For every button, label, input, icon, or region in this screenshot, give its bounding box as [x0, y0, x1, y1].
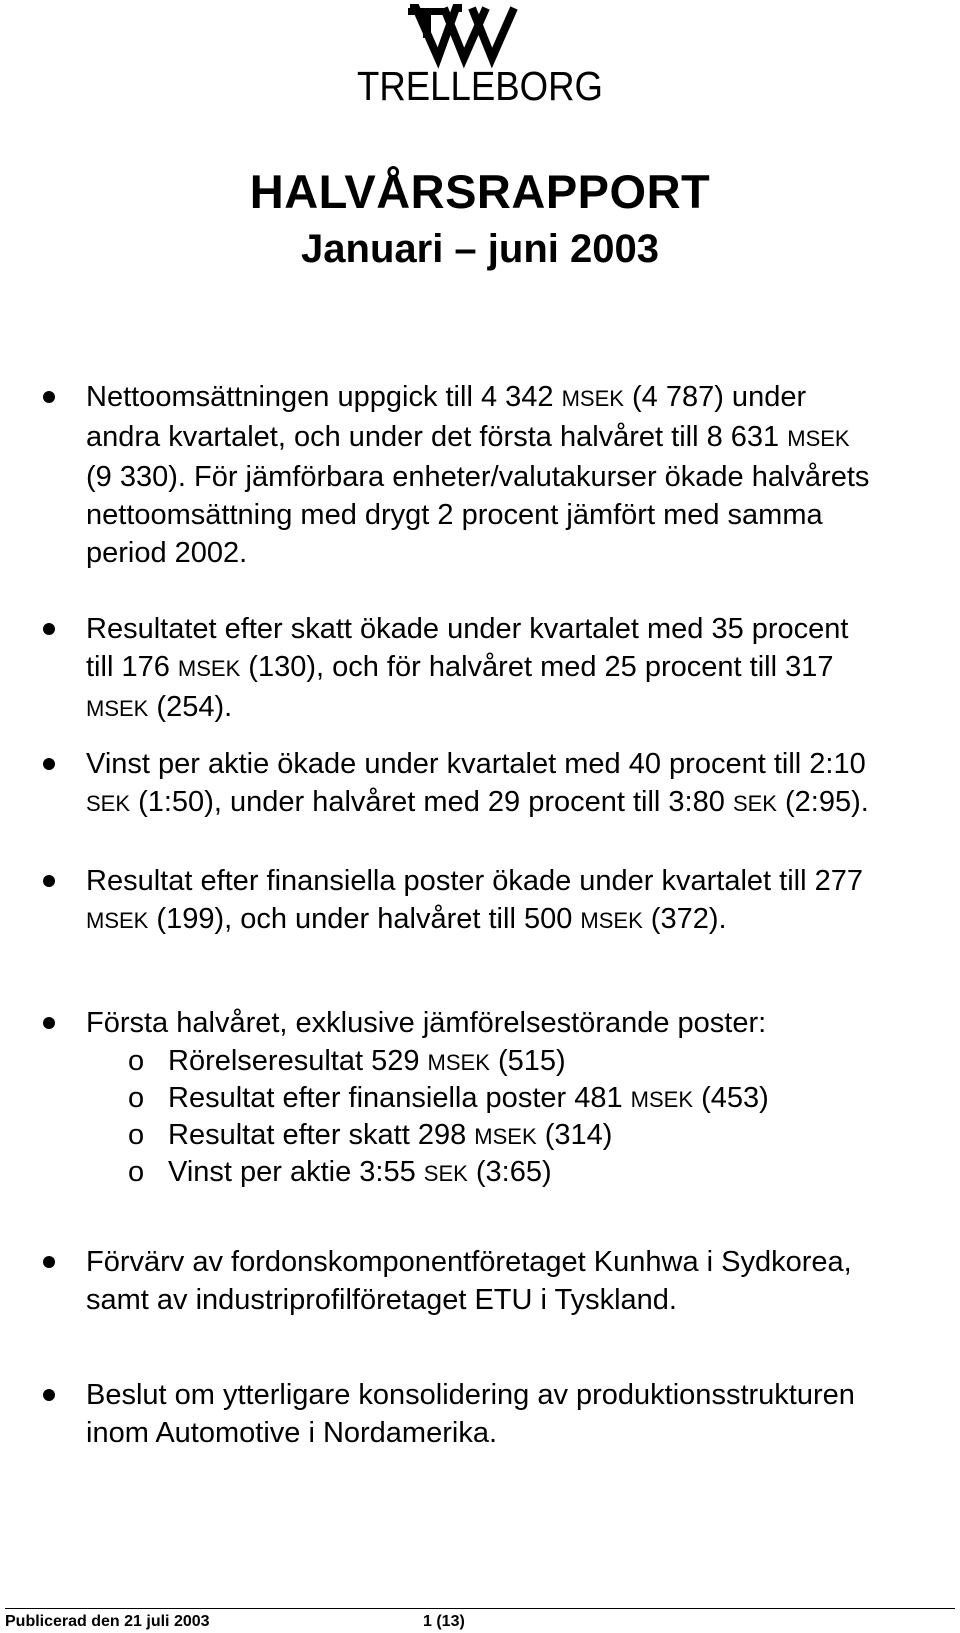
text-run: Vinst per aktie ökade under kvartalet med 40 procent till 2:10: [86, 748, 866, 780]
text-line: [86, 648, 936, 688]
text-run: Första halvåret, exklusive jämförelsestörande poster:: [86, 1007, 767, 1039]
text-line: [86, 783, 936, 823]
text-line: [86, 496, 936, 534]
bullet-dot-icon: [43, 1389, 55, 1401]
text-line: [86, 378, 936, 418]
currency-unit: MSEK: [630, 1087, 694, 1112]
bullet-text: [86, 1004, 936, 1042]
bullet-text: [86, 745, 936, 823]
text-line: [86, 534, 936, 572]
text-run: (1:50), under halvåret med 29 procent till 3:80: [130, 786, 733, 818]
text-run: (2:95).: [776, 786, 869, 818]
text-line: [86, 862, 936, 900]
text-run: andra kvartalet, och under det första halvåret till 8 631: [86, 421, 788, 453]
text-run: Förvärv av fordonskomponentföretaget Kunhwa i Sydkorea,: [86, 1246, 852, 1278]
text-run: Resultat efter finansiella poster ökade under kvartalet till 277: [86, 865, 863, 897]
circle-marker-icon: o: [128, 1156, 145, 1188]
text-line: [86, 1243, 936, 1281]
report-title: HALVÅRSRAPPORT: [249, 165, 711, 218]
text-run: (314): [536, 1119, 613, 1151]
text-run: (372).: [642, 903, 727, 935]
currency-unit: SEK: [423, 1161, 468, 1186]
sub-bullet-text: [168, 1153, 552, 1193]
currency-unit: MSEK: [561, 386, 624, 411]
sub-bullet-text: [168, 1116, 612, 1156]
svg-text:TRELLEBORG: TRELLEBORG: [357, 63, 603, 106]
text-run: (515): [489, 1045, 566, 1077]
text-run: Resultatet efter skatt ökade under kvartalet med 35 procent: [86, 613, 849, 645]
currency-unit: SEK: [86, 791, 131, 816]
currency-unit: MSEK: [86, 696, 149, 721]
text-run: till 176: [86, 651, 178, 683]
circle-marker-icon: o: [128, 1082, 145, 1114]
text-run: Nettoomsättningen uppgick till 4 342: [86, 381, 562, 413]
bullet-dot-icon: [43, 758, 55, 770]
bullet-text: [86, 1243, 936, 1319]
text-line: [86, 900, 936, 940]
bullet-text: [86, 862, 936, 940]
text-run: (199), och under halvåret till 500: [148, 903, 581, 935]
currency-unit: MSEK: [580, 908, 643, 933]
text-run: Vinst per aktie 3:55: [168, 1156, 424, 1188]
text-line: [86, 688, 936, 728]
text-run: (3:65): [467, 1156, 552, 1188]
bullet-dot-icon: [43, 623, 55, 635]
footer-divider: [5, 1608, 955, 1609]
text-run: Beslut om ytterligare konsolidering av produktionsstrukturen: [86, 1379, 855, 1411]
report-period: Januari – juni 2003: [301, 227, 659, 271]
text-line: [86, 1004, 936, 1042]
text-run: (453): [693, 1082, 769, 1114]
currency-unit: MSEK: [86, 908, 149, 933]
bullet-text: [86, 378, 936, 572]
text-run: samt av industriprofilföretaget ETU i Tyskland.: [86, 1284, 677, 1316]
currency-unit: MSEK: [474, 1124, 537, 1149]
text-line: [86, 1376, 936, 1414]
text-run: nettoomsättning med drygt 2 procent jämfört med samma: [86, 499, 823, 531]
bullet-dot-icon: [43, 391, 55, 403]
text-run: (4 787) under: [623, 381, 807, 413]
currency-unit: MSEK: [427, 1050, 490, 1075]
sub-bullet-text: [168, 1042, 566, 1082]
publication-date: Publicerad den 21 juli 2003: [5, 1613, 210, 1630]
text-run: Resultat efter skatt 298: [168, 1119, 475, 1151]
bullet-text: [86, 1376, 936, 1452]
page-footer: [5, 1608, 955, 1630]
text-run: Rörelseresultat 529: [168, 1045, 428, 1077]
text-run: inom Automotive i Nordamerika.: [86, 1417, 497, 1449]
text-run: (9 330). För jämförbara enheter/valutakurser ökade halvårets: [86, 461, 870, 493]
text-line: [86, 745, 936, 783]
bullet-text: [86, 610, 936, 728]
currency-unit: SEK: [732, 791, 777, 816]
text-line: [86, 1414, 936, 1452]
text-run: period 2002.: [86, 537, 248, 569]
bullet-dot-icon: [43, 1017, 55, 1029]
currency-unit: MSEK: [787, 426, 850, 451]
text-line: [86, 458, 936, 496]
circle-marker-icon: o: [128, 1119, 145, 1151]
text-line: [86, 610, 936, 648]
bullet-dot-icon: [43, 1256, 55, 1268]
text-run: (130), och för halvåret med 25 procent till 317: [240, 651, 834, 683]
page-number: 1 (13): [423, 1613, 465, 1630]
bullet-dot-icon: [43, 875, 55, 887]
circle-marker-icon: o: [128, 1045, 145, 1077]
sub-bullet-text: [168, 1079, 769, 1119]
text-line: [86, 418, 936, 458]
text-run: Resultat efter finansiella poster 481: [168, 1082, 631, 1114]
text-run: (254).: [148, 691, 233, 723]
text-line: [86, 1281, 936, 1319]
currency-unit: MSEK: [177, 656, 241, 681]
